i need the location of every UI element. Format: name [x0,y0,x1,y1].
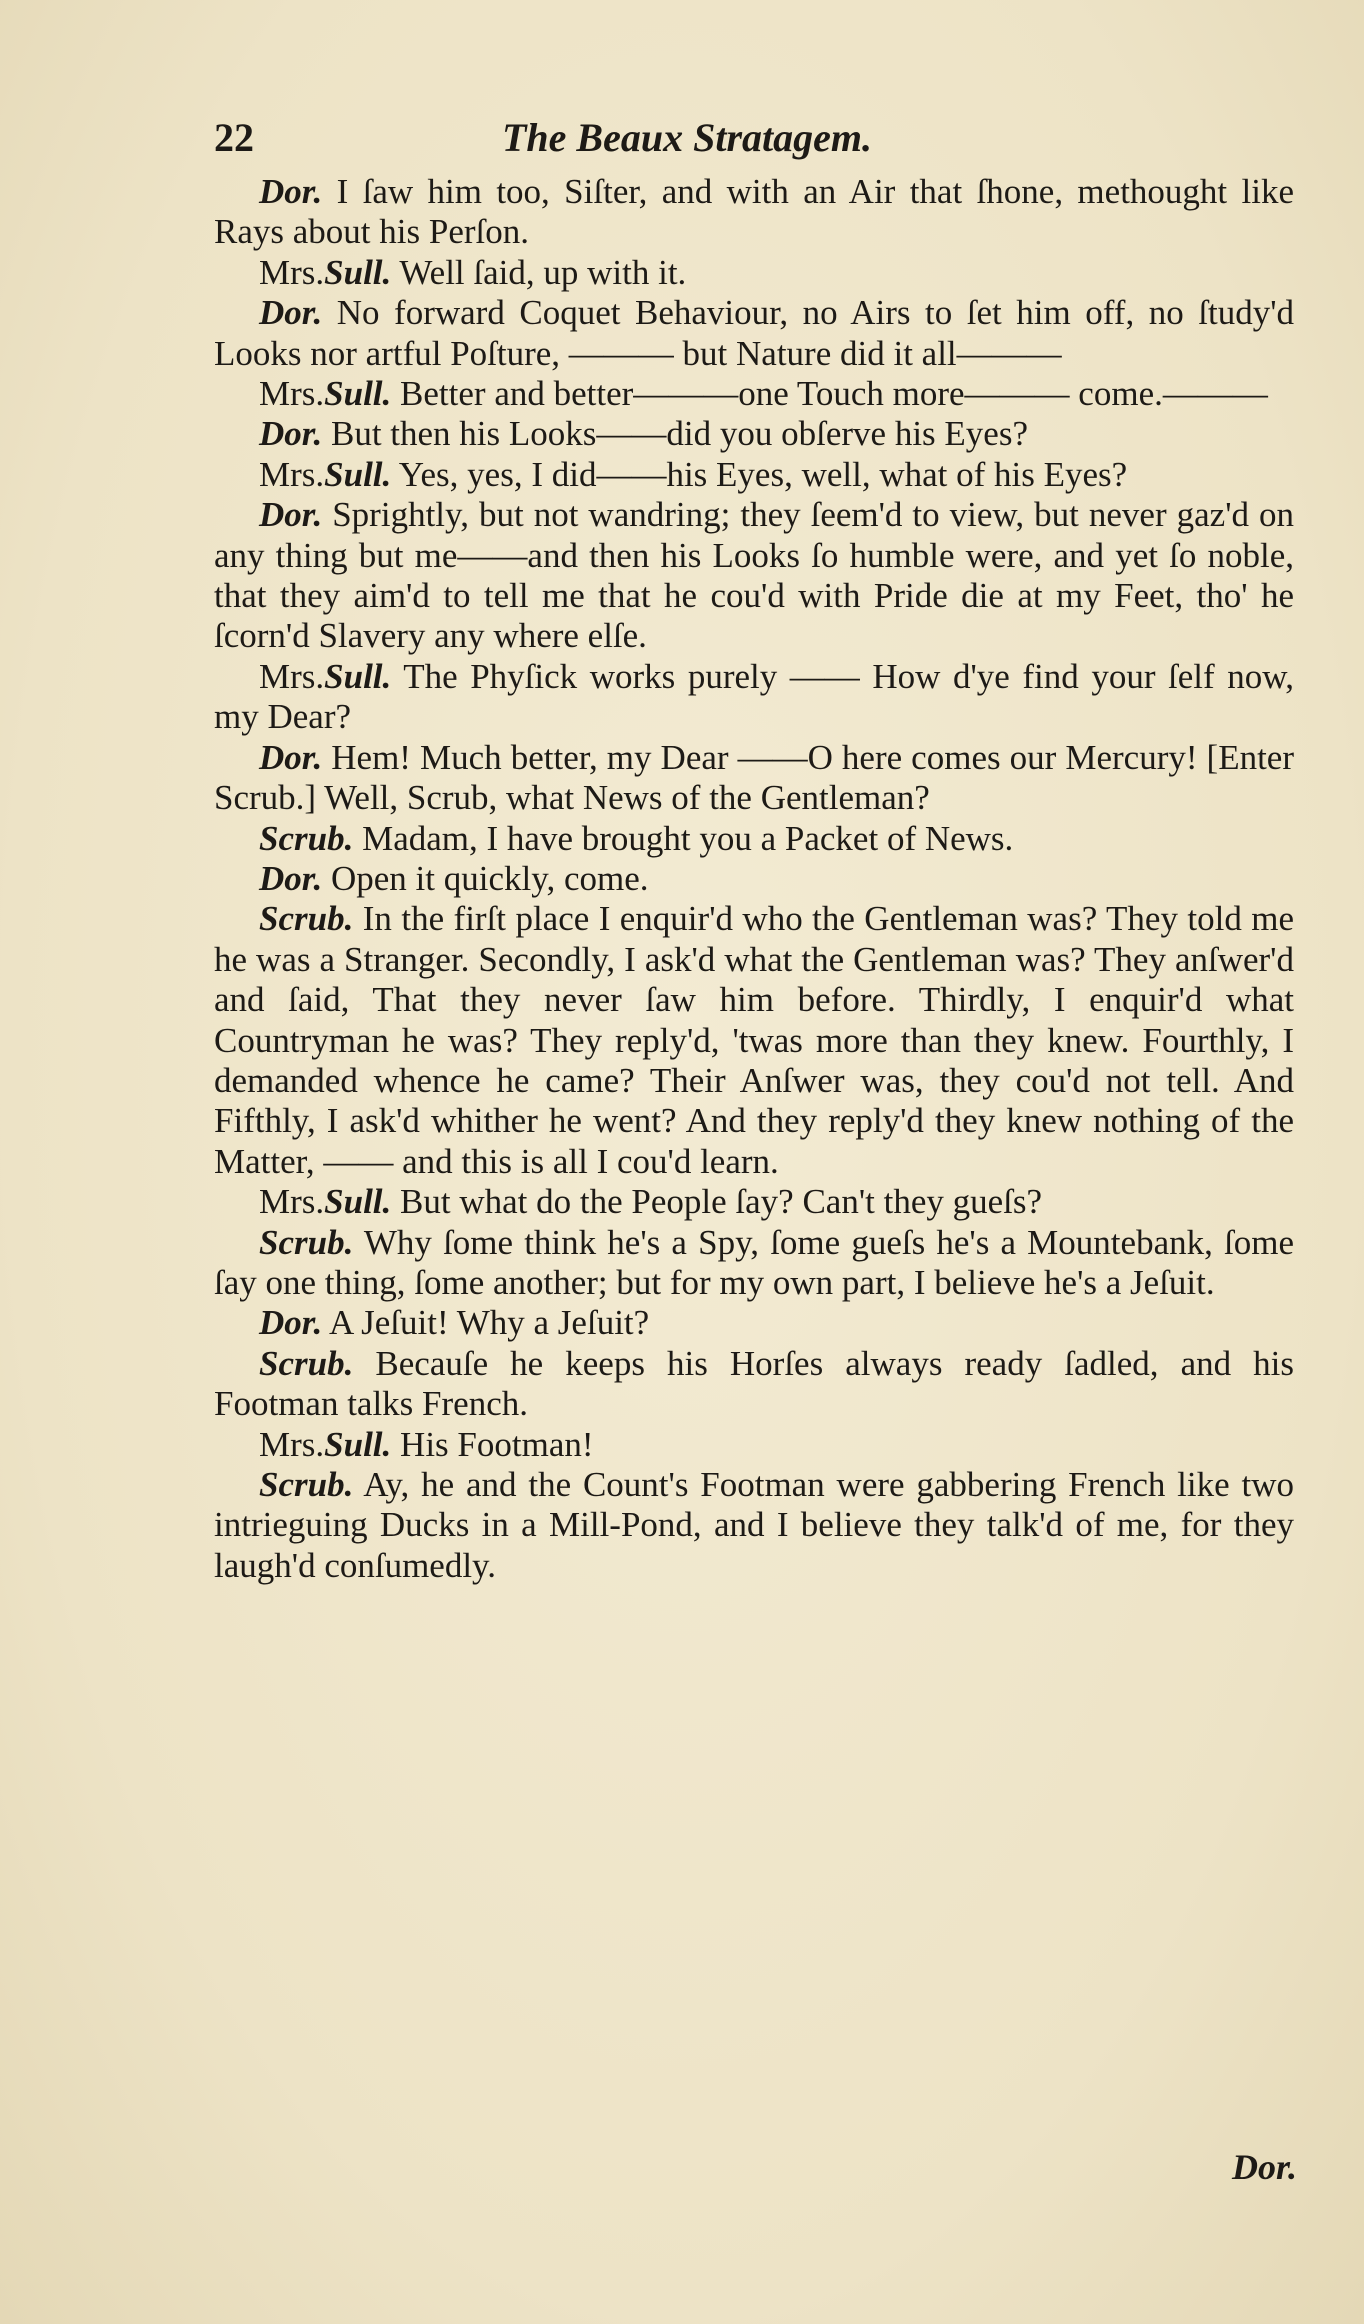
speaker-label: Dor. [259,495,323,535]
running-header [214,108,1294,168]
speaker-label: Scrub. [259,1343,354,1383]
speaker-name [259,899,353,938]
speech-paragraph [214,172,1294,253]
speaker-label: Sull. [324,1424,392,1464]
speech-text: Why ſome think he's a Spy, ſome gueſs he's a Mountebank, ſome ſay one thing, ſome another; but for my own part, I believe he's a Jeſuit. [214,1222,1294,1302]
speech-text: Madam, I have brought you a Packet of News. [362,818,1014,858]
speech-text: Open it quickly, come. [330,858,649,898]
speaker-label: Dor. [259,1303,323,1343]
speech-text: I ſaw him too, Siſter, and with an Air that ſhone, methought like Rays about his Perſon. [214,172,1294,252]
speaker-name [259,1344,353,1383]
speaker-label: Sull. [324,1182,392,1222]
speaker-name [259,374,391,413]
speech-paragraph [214,414,1294,454]
speech-paragraph [214,657,1294,738]
speech-paragraph [214,293,1294,374]
speaker-name [259,1223,353,1262]
speaker-label: Scrub. [259,1222,354,1262]
speech-paragraph [214,253,1294,293]
speaker-label: Sull. [324,656,392,696]
speech-paragraph [214,1425,1294,1465]
speaker-label: Scrub. [259,1465,354,1504]
speech-paragraph [214,374,1294,414]
speech-paragraph [214,738,1294,819]
speech-text: Well ſaid, up with it. [399,252,687,292]
speaker-prefix: Mrs. [259,1182,325,1222]
speaker-label: Sull. [324,454,392,494]
speech-paragraph [214,495,1294,657]
speaker-label: Dor. [259,737,323,777]
speaker-name [259,859,322,898]
speaker-name [259,414,322,453]
speaker-label: Dor. [259,414,323,454]
speech-text: Yes, yes, I did——his Eyes, well, what of his Eyes? [398,454,1128,494]
speaker-name [259,657,391,696]
speech-paragraph [214,819,1294,859]
speaker-label: Scrub. [259,818,354,858]
speaker-name [259,819,353,858]
speech-paragraph [214,899,1294,1182]
speaker-name [259,455,391,494]
speaker-name [259,1182,391,1221]
play-text [214,172,1294,1586]
speaker-prefix: Mrs. [259,454,325,494]
speaker-name [259,1465,353,1504]
catchword: Dor. [1232,2147,1298,2187]
speaker-name [259,738,322,777]
speaker-prefix: Mrs. [259,656,325,696]
speaker-name [259,1303,322,1342]
speech-text: No forward Coquet Behaviour, no Airs to ſet him off, no ſtudy'd Looks nor artful Poſture, ——— but Nature did it all——— [214,293,1295,373]
speaker-label: Sull. [324,374,392,414]
speaker-label: Scrub. [259,899,354,939]
speaker-prefix: Mrs. [259,252,325,292]
speaker-label: Dor. [259,172,323,211]
speaker-name [259,172,322,211]
speech-text: But what do the People ſay? Can't they gueſs? [400,1182,1043,1222]
speaker-label: Dor. [259,293,323,333]
speech-paragraph [214,1182,1294,1222]
speech-text: His Footman! [400,1424,594,1464]
speech-text: The Phyſick works purely —— How d'ye find your ſelf now, my Dear? [214,656,1294,737]
speech-paragraph [214,1223,1294,1304]
speech-paragraph [214,1344,1294,1425]
speech-text: Sprightly, but not wandring; they ſeem'd to view, but never gaz'd on any thing but me——and then his Looks ſo humble were, and yet ſo noble, that they aim'd to tell me that he cou'd with Pride die at my Feet, tho' he ſcorn'd Slavery any where elſe. [214,495,1294,656]
page-number: 22 [214,115,254,160]
speaker-name [259,1425,391,1464]
speech-text: Becauſe he keeps his Horſes always ready ſadled, and his Footman talks French. [214,1343,1295,1424]
speech-text: Hem! Much better, my Dear ——O here comes our Mercury! [Enter Scrub.] Well, Scrub, what News of the Gentleman? [214,737,1294,818]
speaker-label: Dor. [259,858,323,898]
speech-text: Ay, he and the Count's Footman were gabbering French like two intrieguing Ducks in a Mill-Pond, and I believe they talk'd of me, for they laugh'd conſumedly. [214,1465,1294,1585]
speech-text: A Jeſuit! Why a Jeſuit? [329,1303,650,1343]
speech-text: In the firſt place I enquir'd who the Gentleman was? They told me he was a Stranger. Secondly, I ask'd what the Gentleman was? They anſwer'd and ſaid, That they never ſaw him before. Thirdly, I enquir'd what Countryman he was? They reply'd, 'twas more than they knew. Fourthly, I demanded whence he came? Their Anſwer was, they cou'd not tell. And Fifthly, I ask'd whither he went? And they reply'd they knew nothing of the Matter, —— and this is all I cou'd learn. [214,899,1295,1181]
speech-text: But then his Looks——did you obſerve his Eyes? [330,414,1028,454]
speaker-name [259,495,322,534]
speaker-prefix: Mrs. [259,1424,325,1464]
speech-paragraph [214,859,1294,899]
speech-paragraph [214,455,1294,495]
speech-text: Better and better———one Touch more——— come.——— [400,374,1268,414]
speech-paragraph [214,1465,1294,1586]
speaker-label: Sull. [324,252,392,292]
speech-paragraph [214,1303,1294,1343]
speaker-prefix: Mrs. [259,374,325,414]
running-title: The Beaux Stratagem. [502,115,873,160]
speaker-name [259,293,322,332]
speaker-name [259,253,391,292]
